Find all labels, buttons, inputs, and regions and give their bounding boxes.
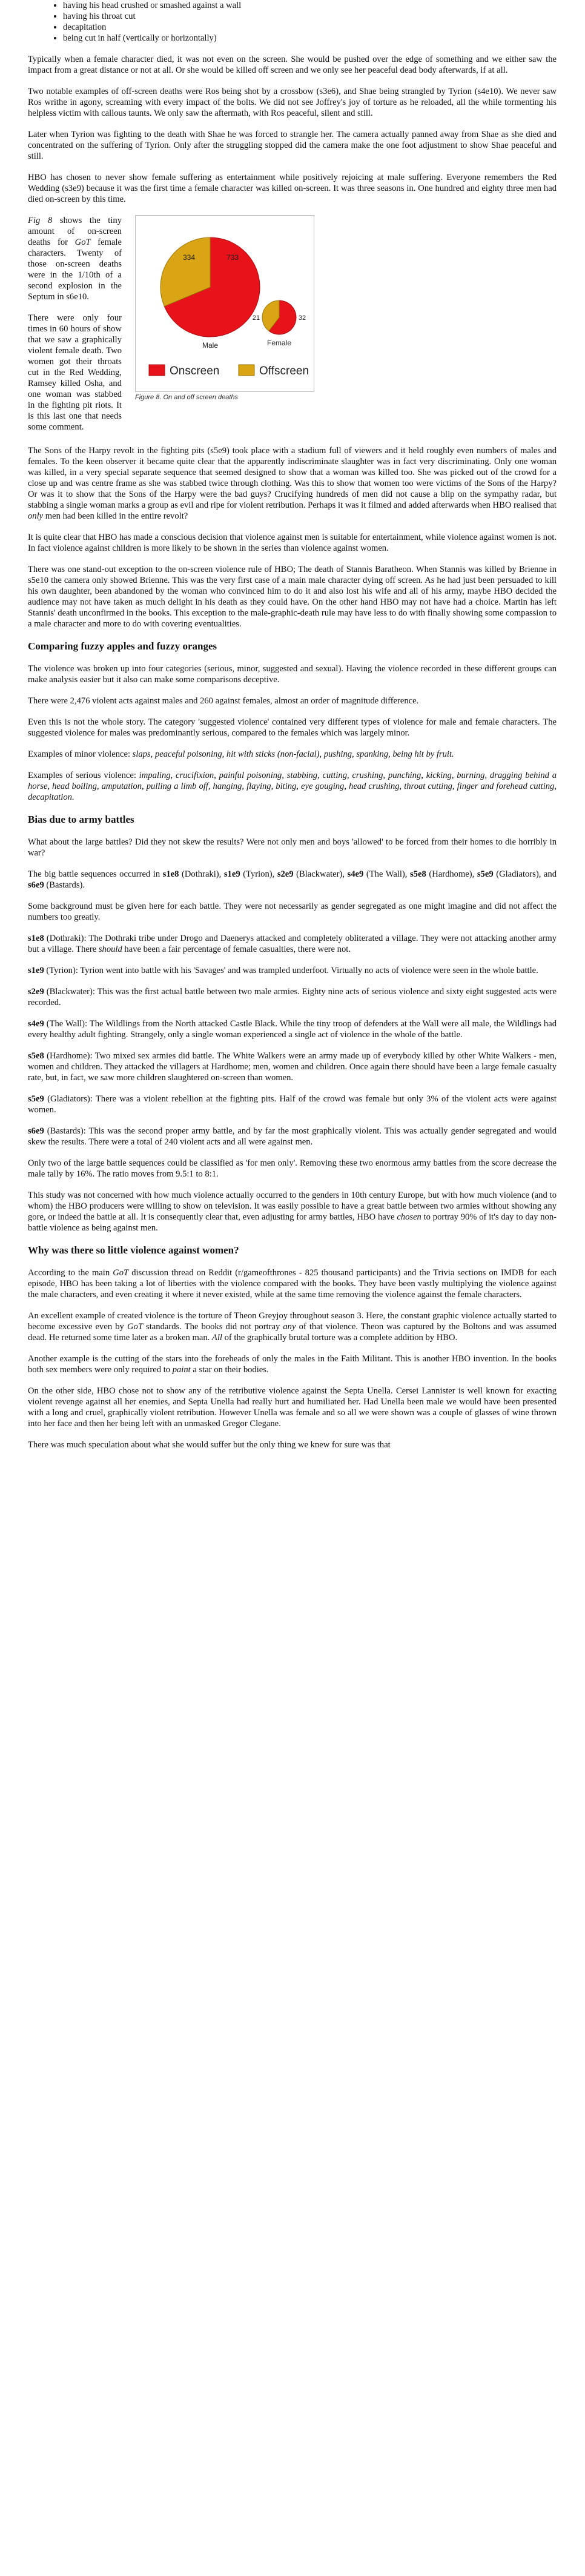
episode-code: s2e9	[277, 869, 294, 879]
paragraph: The violence was broken up into four categories (serious, minor, suggested and sexual). Having the violence recorded in these different groups can make analysis easier but it also can make some comparisons deceptive.	[28, 664, 557, 685]
battle-paragraph	[28, 933, 557, 955]
battle-paragraph	[28, 986, 557, 1008]
paragraph: Later when Tyrion was fighting to the death with Shae he was forced to strangle her. The camera actually panned away from Shae as she died and concentrated on the suffering of Tyrion. Only after the struggling stopped did the camera make the one foot adjustment to show Shae peaceful and still.	[28, 130, 557, 161]
figure-side-text	[28, 215, 122, 443]
text-span: (Gladiators): There was a violent rebellion at the fighting pits. Half of the crowd was female but only 3% of the violent acts were against women.	[28, 1094, 557, 1115]
pie-name-label: Female	[266, 339, 292, 347]
battle-paragraph	[28, 1094, 557, 1115]
paragraph	[28, 1267, 557, 1300]
episode-code: s4e9	[28, 1019, 44, 1029]
figure-8	[135, 215, 314, 402]
list-item: • decapitation	[63, 22, 557, 33]
paragraph: There was one stand-out exception to the on-screen violence rule of HBO; The death of Stannis Baratheon. When Stannis was killed by Brienne in s5e10 the camera only showed Brienne. This was the very first case of a main male character dying off screen. As he had just been persuaded to kill his own daughter, been abandoned by the woman who convinced him to do it and also lost his wife and all of his army, maybe HBO decided the audience may not have taken as much delight in his death as they could have. On the other hand HBO may not have had a choice. Martin has left Stannis' death unconfirmed in the books. This exception to the male-graphic-death rule may have less to do with finally showing some compassion to a male character and more to do with covering eventualities.	[28, 565, 557, 629]
list-item: • having his throat cut	[63, 11, 557, 22]
episode-code: s1e8	[162, 869, 179, 879]
text-span: female characters. Twenty of those on-screen deaths were in the 1/10th of a second explosion in the Septum in s6e10.	[28, 237, 122, 302]
paragraph: Typically when a female character died, it was not even on the screen. She would be pushed over the edge of something and we either saw the impact from a great distance or not at all. Or she would be killed off screen and we only see her peaceful dead body afterwards, if at all.	[28, 55, 557, 75]
chart-frame	[135, 215, 314, 392]
text-span: Examples of serious violence:	[28, 771, 139, 780]
show-title: GoT	[127, 1322, 143, 1332]
episode-code: s4e9	[347, 869, 364, 879]
show-title: GoT	[74, 237, 91, 247]
show-title: GoT	[113, 1268, 129, 1278]
text-span: of that violence. Theon was captured by the Boltons and was assumed dead. He returned some time later as a broken man.	[28, 1322, 557, 1343]
paragraph: There were 2,476 violent acts against males and 260 against females, almost an order of magnitude difference.	[28, 696, 419, 706]
text-span: (The Wall): The Wildlings from the North attacked Castle Black. While the tiny troop of defenders at the Wall were all male, the Wildlings had every healthy adult fighting. Strangely, only a single woman experienced a single act of violence in the whole of the battle.	[28, 1019, 557, 1040]
text-span: The big battle sequences occurred in	[28, 869, 163, 879]
paragraph	[28, 770, 557, 803]
paragraph	[28, 869, 557, 891]
pie-value-label: 334	[182, 253, 196, 262]
list-item: • having his head crushed or smashed against a wall	[63, 0, 557, 11]
paragraph	[28, 749, 557, 760]
emphasis: only	[28, 511, 44, 521]
battle-paragraph	[28, 1051, 557, 1083]
text-span: (Tyrion): Tyrion went into battle with his 'Savages' and was trampled underfoot. Virtually no acts of violence were seen in the whole battle.	[44, 966, 538, 975]
episode-code: s1e9	[223, 869, 240, 879]
episode-code: s2e9	[28, 987, 44, 997]
legend-swatch	[149, 365, 165, 376]
text-span: (Bastards): This was the second proper army battle, and by far the most graphically violent. This was actually gender segregated and would skew the results. There were a total of 240 violent acts and all were against men.	[28, 1126, 557, 1147]
text-span: (Blackwater),	[293, 869, 348, 879]
legend-label: Offscreen	[259, 365, 309, 377]
section-heading: Bias due to army battles	[28, 814, 134, 825]
text-span: An excellent example of created violence is the torture of Theon Greyjoy throughout season 3. Here, the constant graphic violence actually started to become excessive even by	[28, 1311, 557, 1332]
emphasis: chosen	[397, 1212, 421, 1222]
paragraph: Even this is not the whole story. The category 'suggested violence' contained very different types of violence for male and female characters. The suggested violence for males was predominantly serious, compared to the females which was largely minor.	[28, 717, 557, 738]
text-span: men had been killed in the entire revolt?	[43, 511, 188, 521]
figure-section	[28, 215, 557, 443]
text-span: (Blackwater): This was the first actual battle between two male armies. Eighty nine acts of serious violence and sixty eight suggested acts were recorded.	[28, 987, 557, 1007]
episode-code: s6e9	[28, 880, 44, 890]
text-span: to portray 90% of it's day to day non-battle violence as being against men.	[28, 1212, 557, 1233]
pie-value-label: 32	[298, 314, 306, 322]
text-span: This study was not concerned with how much violence actually occurred to the genders in 10th century Europe, but with how much violence (and to whom) the HBO producers were willing to show on television. It was easily possible to have a great battle between two armies without showing any gore, or indeed the battle at all. It is consequently clear that, even adjusting for army battles, HBO have	[28, 1190, 557, 1222]
paragraph	[28, 215, 122, 302]
emphasis: impaling, crucifixion, painful poisoning, stabbing, cutting, crushing, punching, kicking, burning, dragging behind a horse, head boiling, amputation, pulling a limb off, hanging, flaying, biting, eye gouging, head crushing, throat cutting, finger and forehead cutting, decapitation.	[28, 771, 557, 802]
emphasis: slaps, peaceful poisoning, hit with sticks (non-facial), pushing, spanking, being hit by fruit.	[132, 749, 454, 759]
pie-chart	[136, 216, 314, 391]
figure-reference: Fig 8	[28, 216, 53, 225]
paragraph	[28, 445, 557, 522]
text-span: (Hardhome): Two mixed sex armies did battle. The White Walkers were an army made up of everybody killed by other White Walkers - men, women and children. They attacked the villagers at Hardhome; men, women and children. Once again there should have been a large female casualty rate, but, in fact, we saw more children slaughtered on-screen than women.	[28, 1051, 557, 1083]
text-span: (Bastards).	[44, 880, 85, 890]
text-span: The Sons of the Harpy revolt in the fighting pits (s5e9) took place with a stadium full of viewers and it held roughly even numbers of males and females. To the keen observer it became quite clear that the apparently indiscriminate slaughter was in fact very discriminating. Only one woman was killed, in a very special separate sequence that seemed designed to show that a woman was killed too. She was picked out of the crowd for a close up and was centre frame as she was stabbed twice through clothing. Was this to show that women too were victims of the Sons of the Harpy? Or was it to show that the Sons of the Harpy were the bad guys? Crucifying hundreds of men did not cause a blip on the sympathy radar, but stabbing a single woman marks a group as evil and ripe for violent retribution. Perhaps it was it filmed and added afterwards when HBO realised that	[28, 446, 557, 510]
section-heading: Comparing fuzzy apples and fuzzy oranges	[28, 640, 217, 652]
paragraph: Only two of the large battle sequences could be classified as 'for men only'. Removing these two enormous army battles from the score decrease the male tally by 16%. The ratio moves from 9.5:1 to 8:1.	[28, 1158, 557, 1179]
emphasis: should	[98, 944, 122, 954]
text-span: (The Wall),	[363, 869, 410, 879]
battle-paragraph	[28, 1018, 557, 1040]
text-span: (Hardhome),	[426, 869, 477, 879]
paragraph: What about the large battles? Did they not skew the results? Were not only men and boys 'allowed' to be forced from their homes to die horribly in war?	[28, 837, 557, 858]
text-span: discussion thread on Reddit (r/gameofthrones - 825 thousand participants) and the Trivia sections on IMDB for each episode, HBO has been taking a lot of liberties with the violence compared with the books. They have been vastly multiplying the violence against the male characters, and even creating it where it never existed, while at the same time removing the violence against the female characters.	[28, 1268, 557, 1300]
pie-value-label: 733	[226, 253, 239, 262]
paragraph: Some background must be given here for each battle. They were not necessarily as gender segregated as one might imagine and did not affect the numbers too greatly.	[28, 901, 557, 922]
episode-code: s1e8	[28, 934, 44, 943]
text-span: According to the main	[28, 1268, 113, 1278]
legend-label: Onscreen	[170, 365, 220, 377]
paragraph: It is quite clear that HBO has made a conscious decision that violence against men is suitable for entertainment, while violence against women is not. In fact violence against children is more likely to be shown in the series than violence against women.	[28, 533, 557, 553]
episode-code: s5e8	[410, 869, 426, 879]
paragraph: There was much speculation about what she would suffer but the only thing we knew for sure was that	[28, 1440, 391, 1450]
figure-caption: Figure 8. On and off screen deaths	[135, 394, 238, 401]
text-span: standards. The books did not portray	[142, 1322, 283, 1332]
episode-code: s6e9	[28, 1126, 44, 1136]
paragraph: HBO has chosen to never show female suffering as entertainment while positively rejoicing at male suffering. Everyone remembers the Red Wedding (s3e9) because it was the first time a female character was killed on-screen. It was three seasons in. One hundred and eighty three men had died on-screen by this time.	[28, 173, 557, 204]
paragraph	[28, 1190, 557, 1233]
emphasis: paint	[172, 1365, 191, 1375]
episode-code: s5e9	[477, 869, 494, 879]
text-span: Examples of minor violence:	[28, 749, 133, 759]
paragraph	[28, 1310, 557, 1343]
text-span: (Dothraki),	[179, 869, 224, 879]
pie-name-label: Male	[202, 341, 219, 350]
emphasis: All	[211, 1333, 222, 1343]
list-item: • being cut in half (vertically or horizontally)	[63, 33, 557, 44]
battle-paragraph	[28, 1126, 557, 1147]
episode-code: s5e9	[28, 1094, 44, 1104]
text-span: shows the tiny amount of on-screen deaths for	[28, 216, 122, 247]
pie-value-label: 21	[252, 314, 260, 322]
paragraph	[28, 1353, 557, 1375]
text-span: (Tyrion),	[240, 869, 277, 879]
emphasis: any	[283, 1322, 296, 1332]
text-span: (Dothraki): The Dothraki tribe under Drogo and Daenerys attacked and completely obliterated a village. They were not attacking another army but a village. There	[28, 934, 557, 954]
text-span: of the graphically brutal torture was a complete addition by HBO.	[222, 1333, 458, 1343]
battle-paragraph	[28, 965, 557, 976]
episode-code: s1e9	[28, 966, 44, 975]
text-span: Another example is the cutting of the stars into the foreheads of only the males in the Faith Militant. This is another HBO invention. In the books both sex members were only required to	[28, 1354, 557, 1375]
text-span: a star on their bodies.	[190, 1365, 269, 1375]
text-span: (Gladiators), and	[493, 869, 557, 879]
section-heading: Why was there so little violence against women?	[28, 1244, 239, 1256]
paragraph: On the other side, HBO chose not to show any of the retributive violence against the Septa Unella. Cersei Lannister is well known for exacting violent revenge against all her enemies, and Septa Unella had really hurt and humiliated her. Had Unella been male we would have been presented with a long and cruel, graphically violent retribution. However Unella was female and so all we were shown was a couple of glasses of wine thrown into her face and then her being left with an unmasked Gregor Clegane.	[28, 1386, 557, 1429]
paragraph: Two notable examples of off-screen deaths were Ros being shot by a crossbow (s3e6), and Shae being strangled by Tyrion (s4e10). We never saw Ros writhe in agony, screaming with every impact of the bolts. We did not see Joffrey's joy of torture as he reloaded, all the while tormenting his helpless victim with callous taunts. We only saw the aftermath, with Ros peaceful, silent and still.	[28, 87, 557, 118]
legend-swatch	[239, 365, 254, 376]
paragraph: There were only four times in 60 hours of show that we saw a graphically violent female death. Two women got their throats cut in the Red Wedding, Ramsey killed Osha, and one woman was stabbed in the fighting pit riots. It is this last one that needs some comment.	[28, 313, 122, 432]
episode-code: s5e8	[28, 1051, 44, 1061]
text-span: have been a fair percentage of female casualties, there were not.	[122, 944, 351, 954]
death-type-list	[28, 0, 557, 44]
